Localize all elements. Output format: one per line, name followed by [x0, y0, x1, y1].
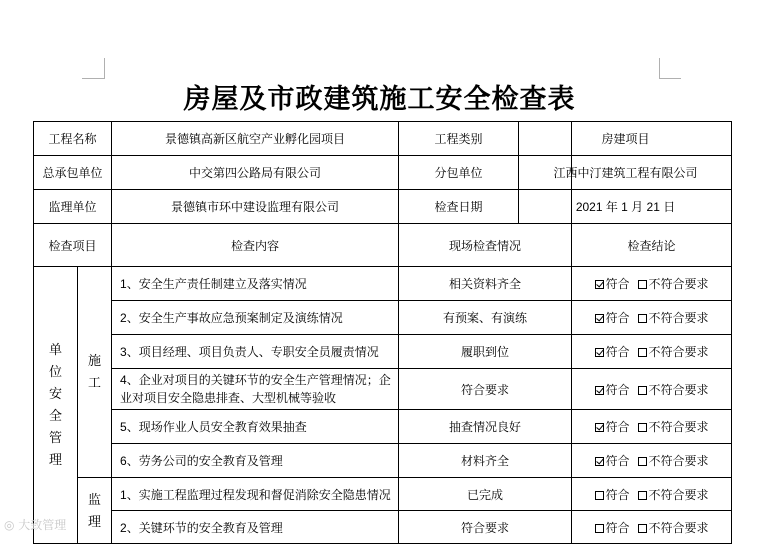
- pass-checkbox[interactable]: [595, 280, 604, 289]
- subcontractor-value: 江西中汀建筑工程有限公司: [572, 156, 732, 190]
- subgroup-construction: 施 工: [78, 267, 112, 478]
- table-row: [34, 369, 732, 410]
- fail-checkbox[interactable]: [638, 457, 647, 466]
- document-title: 房屋及市政建筑施工安全检查表: [183, 84, 576, 115]
- fail-checkbox[interactable]: [638, 491, 647, 500]
- project-name-label: 工程名称: [34, 122, 112, 156]
- row-content: 2、关键环节的安全教育及管理: [112, 511, 399, 544]
- table-row: [34, 267, 732, 301]
- group-label: 单 位 安 全 管 理: [34, 267, 78, 544]
- row-content: 1、实施工程监理过程发现和督促消除安全隐患情况: [112, 478, 399, 511]
- row-content: 4、企业对项目的关键环节的安全生产管理情况；企业对项目安全隐患排查、大型机械等验收: [112, 369, 399, 410]
- fail-checkbox[interactable]: [638, 348, 647, 357]
- row-situation: 材料齐全: [399, 444, 572, 478]
- row-situation: 符合要求: [399, 369, 572, 410]
- row-conclusion: 符合 不符合要求: [572, 511, 732, 544]
- fail-checkbox[interactable]: [638, 423, 647, 432]
- row-conclusion: 符合 不符合要求: [572, 444, 732, 478]
- row-situation: 抽查情况良好: [399, 410, 572, 444]
- table-row: [34, 301, 732, 335]
- row-conclusion: 符合 不符合要求: [572, 369, 732, 410]
- supervisor-label: 监理单位: [34, 190, 112, 224]
- fail-checkbox[interactable]: [638, 280, 647, 289]
- info-row: [34, 190, 732, 224]
- general-contractor-value: 中交第四公路局有限公司: [112, 156, 399, 190]
- row-situation: 相关资料齐全: [399, 267, 572, 301]
- info-row: [34, 122, 732, 156]
- pass-checkbox[interactable]: [595, 491, 604, 500]
- table-row: [34, 478, 732, 511]
- supervisor-value: 景德镇市环中建设监理有限公司: [112, 190, 399, 224]
- project-type-label: 工程类别: [399, 122, 519, 155]
- header-situation: 现场检查情况: [399, 224, 572, 267]
- table-row: [34, 444, 732, 478]
- row-conclusion: 符合 不符合要求: [572, 335, 732, 369]
- header-item: 检查项目: [34, 224, 112, 267]
- pass-checkbox[interactable]: [595, 348, 604, 357]
- subgroup-supervision: 监 理: [78, 478, 112, 544]
- crop-mark: [659, 58, 660, 79]
- row-conclusion: 符合 不符合要求: [572, 267, 732, 301]
- row-situation: 已完成: [399, 478, 572, 511]
- row-content: 6、劳务公司的安全教育及管理: [112, 444, 399, 478]
- pass-checkbox[interactable]: [595, 457, 604, 466]
- row-conclusion: 符合 不符合要求: [572, 410, 732, 444]
- row-content: 2、安全生产事故应急预案制定及演练情况: [112, 301, 399, 335]
- pass-checkbox[interactable]: [595, 524, 604, 533]
- table-row: [34, 335, 732, 369]
- row-situation: 符合要求: [399, 511, 572, 544]
- header-content: 检查内容: [112, 224, 399, 267]
- row-conclusion: 符合 不符合要求: [572, 301, 732, 335]
- row-content: 1、安全生产责任制建立及落实情况: [112, 267, 399, 301]
- fail-checkbox[interactable]: [638, 386, 647, 395]
- pass-checkbox[interactable]: [595, 314, 604, 323]
- watermark-logo-icon: ◎: [4, 518, 19, 532]
- check-date-label: 检查日期: [399, 190, 519, 223]
- row-conclusion: 符合 不符合要求: [572, 478, 732, 511]
- header-row: [34, 224, 732, 267]
- info-row: [34, 156, 732, 190]
- crop-mark: [82, 78, 104, 79]
- row-content: 3、项目经理、项目负责人、专职安全员履责情况: [112, 335, 399, 369]
- row-situation: 有预案、有演练: [399, 301, 572, 335]
- table-row: [34, 511, 732, 544]
- subcontractor-label: 分包单位: [399, 156, 519, 189]
- fail-checkbox[interactable]: [638, 524, 647, 533]
- fail-checkbox[interactable]: [638, 314, 647, 323]
- row-situation: 履职到位: [399, 335, 572, 369]
- general-contractor-label: 总承包单位: [34, 156, 112, 190]
- inspection-table: [33, 121, 732, 544]
- crop-mark: [659, 78, 681, 79]
- row-content: 5、现场作业人员安全教育效果抽查: [112, 410, 399, 444]
- header-conclusion: 检查结论: [572, 224, 732, 267]
- pass-checkbox[interactable]: [595, 386, 604, 395]
- watermark: ◎ 大致管理: [4, 518, 67, 532]
- pass-checkbox[interactable]: [595, 423, 604, 432]
- table-row: [34, 410, 732, 444]
- project-type-value: 房建项目: [572, 122, 732, 156]
- crop-mark: [104, 58, 105, 79]
- project-name-value: 景德镇高新区航空产业孵化园项目: [112, 122, 399, 156]
- check-date-value: 2021 年 1 月 21 日: [572, 190, 732, 224]
